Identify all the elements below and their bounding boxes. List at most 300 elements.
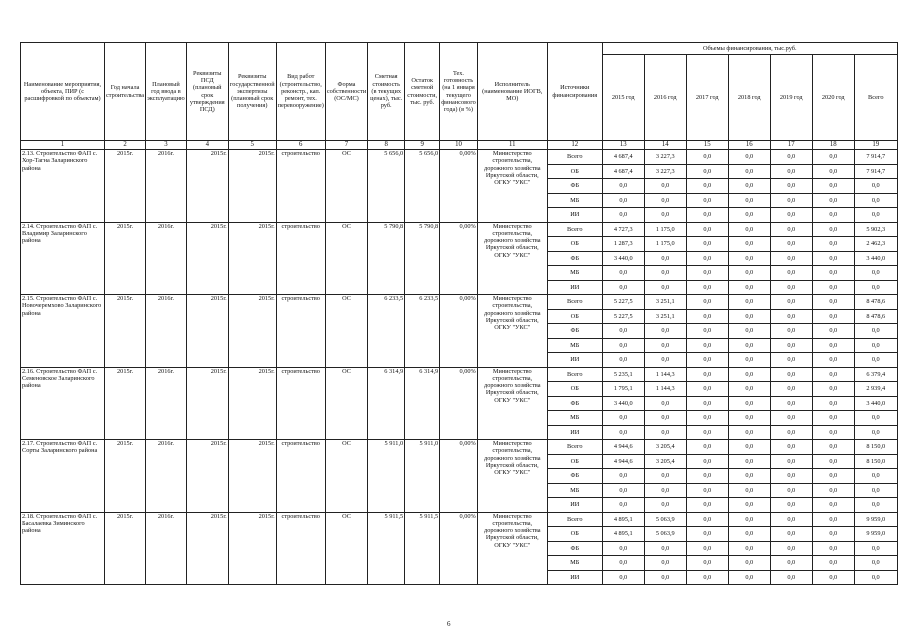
remaining-cost: 6 233,5	[405, 295, 440, 368]
financing-source: Всего	[547, 295, 602, 310]
column-number: 5	[228, 141, 276, 150]
remaining-cost: 5 911,0	[405, 440, 440, 513]
work-type: строительство	[276, 440, 325, 513]
column-number: 12	[547, 141, 602, 150]
financing-value: 0,0	[644, 425, 686, 440]
financing-value: 0,0	[644, 483, 686, 498]
financing-value: 0,0	[644, 353, 686, 368]
column-number: 1	[21, 141, 105, 150]
financing-value: 0,0	[728, 222, 770, 237]
financing-value: 0,0	[686, 353, 728, 368]
readiness: 0,00%	[440, 440, 478, 513]
work-type: строительство	[276, 150, 325, 223]
expertise-date: 2015г.	[228, 367, 276, 440]
financing-value: 0,0	[854, 483, 897, 498]
column-number: 4	[186, 141, 228, 150]
financing-value: 4 944,6	[602, 440, 644, 455]
financing-value: 0,0	[812, 541, 854, 556]
financing-value: 0,0	[728, 237, 770, 252]
expertise-date: 2015г.	[228, 150, 276, 223]
financing-source: ОБ	[547, 164, 602, 179]
financing-value: 0,0	[812, 570, 854, 585]
header-year-5: 2020 год	[812, 55, 854, 141]
financing-value: 4 944,6	[602, 454, 644, 469]
financing-value: 0,0	[728, 527, 770, 542]
financing-value: 7 914,7	[854, 150, 897, 165]
estimated-cost: 5 790,8	[368, 222, 405, 295]
financing-value: 9 959,0	[854, 527, 897, 542]
object-name: 2.14. Строительство ФАП с. Владимир Заларинского района	[21, 222, 105, 295]
financing-value: 0,0	[770, 324, 812, 339]
financing-value: 1 795,1	[602, 382, 644, 397]
financing-value: 0,0	[686, 527, 728, 542]
financing-value: 0,0	[770, 396, 812, 411]
financing-value: 0,0	[644, 469, 686, 484]
financing-value: 0,0	[770, 251, 812, 266]
executor: Министерство строительства, дорожного хозяйства Иркутской области, ОГКУ "УКС"	[477, 295, 547, 368]
financing-value: 0,0	[770, 193, 812, 208]
financing-value: 0,0	[686, 309, 728, 324]
estimated-cost: 5 656,0	[368, 150, 405, 223]
financing-value: 0,0	[602, 208, 644, 223]
financing-value: 0,0	[854, 208, 897, 223]
table-row	[21, 512, 898, 527]
financing-value: 0,0	[686, 266, 728, 281]
financing-value: 3 440,0	[854, 251, 897, 266]
financing-value: 0,0	[812, 498, 854, 513]
financing-value: 0,0	[812, 251, 854, 266]
financing-value: 0,0	[812, 179, 854, 194]
financing-value: 0,0	[854, 179, 897, 194]
financing-value: 0,0	[686, 295, 728, 310]
financing-value: 0,0	[812, 237, 854, 252]
financing-value: 0,0	[686, 280, 728, 295]
financing-value: 3 251,1	[644, 295, 686, 310]
object-name: 2.17. Строительство ФАП с. Сорты Заларинского района	[21, 440, 105, 513]
financing-value: 0,0	[728, 367, 770, 382]
financing-value: 0,0	[728, 309, 770, 324]
financing-value: 3 205,4	[644, 454, 686, 469]
financing-value: 0,0	[644, 280, 686, 295]
financing-value: 0,0	[728, 570, 770, 585]
column-number: 6	[276, 141, 325, 150]
header-cost: Сметная стоимость (в текущих ценах), тыс. руб.	[368, 43, 405, 141]
header-expertise: Реквизиты государственной экспертизы (плановый срок получения)	[228, 43, 276, 141]
financing-value: 0,0	[770, 541, 812, 556]
financing-value: 0,0	[812, 469, 854, 484]
financing-value: 0,0	[812, 440, 854, 455]
financing-value: 9 959,0	[854, 512, 897, 527]
financing-value: 0,0	[854, 353, 897, 368]
financing-source: ФБ	[547, 324, 602, 339]
commission-year: 2016г.	[146, 512, 187, 585]
financing-value: 0,0	[854, 324, 897, 339]
remaining-cost: 5 911,5	[405, 512, 440, 585]
header-year-2: 2017 год	[686, 55, 728, 141]
financing-value: 1 144,3	[644, 367, 686, 382]
financing-value: 0,0	[770, 208, 812, 223]
financing-value: 0,0	[728, 382, 770, 397]
column-number: 18	[812, 141, 854, 150]
psd-date: 2015г.	[186, 222, 228, 295]
financing-value: 4 895,1	[602, 527, 644, 542]
financing-value: 0,0	[644, 570, 686, 585]
ownership: ОС	[325, 150, 367, 223]
expertise-date: 2015г.	[228, 512, 276, 585]
financing-value: 0,0	[686, 469, 728, 484]
financing-value: 0,0	[602, 541, 644, 556]
financing-value: 0,0	[812, 280, 854, 295]
financing-value: 3 205,4	[644, 440, 686, 455]
financing-source: Всего	[547, 440, 602, 455]
financing-value: 5 227,5	[602, 295, 644, 310]
ownership: ОС	[325, 367, 367, 440]
financing-value: 0,0	[770, 556, 812, 571]
financing-value: 0,0	[686, 237, 728, 252]
financing-value: 0,0	[602, 498, 644, 513]
financing-value: 0,0	[728, 440, 770, 455]
financing-value: 0,0	[644, 498, 686, 513]
readiness: 0,00%	[440, 367, 478, 440]
financing-value: 0,0	[686, 164, 728, 179]
financing-value: 0,0	[644, 266, 686, 281]
header-readiness: Тех. готовность (на 1 января текущего финансового года) (в %)	[440, 43, 478, 141]
financing-value: 0,0	[770, 382, 812, 397]
financing-source: ФБ	[547, 396, 602, 411]
financing-value: 8 150,0	[854, 454, 897, 469]
financing-value: 0,0	[728, 338, 770, 353]
financing-value: 0,0	[812, 266, 854, 281]
commission-year: 2016г.	[146, 222, 187, 295]
table-row	[21, 150, 898, 165]
financing-value: 0,0	[854, 570, 897, 585]
financing-value: 0,0	[728, 266, 770, 281]
financing-value: 0,0	[854, 338, 897, 353]
header-sources: Источники финансирования	[547, 43, 602, 141]
financing-value: 0,0	[644, 396, 686, 411]
estimated-cost: 5 911,5	[368, 512, 405, 585]
financing-value: 8 478,6	[854, 295, 897, 310]
readiness: 0,00%	[440, 512, 478, 585]
column-number: 19	[854, 141, 897, 150]
financing-value: 8 478,6	[854, 309, 897, 324]
column-number: 8	[368, 141, 405, 150]
financing-value: 3 251,1	[644, 309, 686, 324]
financing-value: 5 063,9	[644, 512, 686, 527]
object-name: 2.13. Строительство ФАП с. Хор-Тагна Заларинского района	[21, 150, 105, 223]
financing-value: 5 235,1	[602, 367, 644, 382]
financing-value: 0,0	[686, 179, 728, 194]
financing-value: 0,0	[602, 483, 644, 498]
financing-value: 0,0	[686, 222, 728, 237]
header-executor: Исполнитель (наименование ИОГВ, МО)	[477, 43, 547, 141]
financing-value: 0,0	[728, 411, 770, 426]
financing-source: ИИ	[547, 425, 602, 440]
financing-source: Всего	[547, 222, 602, 237]
financing-value: 0,0	[728, 193, 770, 208]
financing-value: 0,0	[812, 309, 854, 324]
financing-value: 0,0	[770, 425, 812, 440]
financing-source: Всего	[547, 150, 602, 165]
financing-value: 0,0	[686, 425, 728, 440]
start-year: 2015г.	[105, 150, 146, 223]
column-number: 16	[728, 141, 770, 150]
commission-year: 2016г.	[146, 150, 187, 223]
table-header	[21, 43, 898, 150]
financing-value: 0,0	[812, 338, 854, 353]
financing-value: 0,0	[644, 556, 686, 571]
financing-value: 0,0	[770, 469, 812, 484]
financing-value: 1 175,0	[644, 222, 686, 237]
readiness: 0,00%	[440, 222, 478, 295]
financing-value: 0,0	[644, 411, 686, 426]
financing-value: 0,0	[686, 440, 728, 455]
financing-value: 0,0	[644, 193, 686, 208]
financing-value: 0,0	[728, 469, 770, 484]
financing-value: 0,0	[770, 237, 812, 252]
financing-value: 0,0	[812, 367, 854, 382]
financing-value: 0,0	[812, 483, 854, 498]
financing-value: 0,0	[854, 193, 897, 208]
financing-value: 0,0	[770, 164, 812, 179]
financing-value: 0,0	[854, 425, 897, 440]
financing-value: 0,0	[686, 570, 728, 585]
financing-value: 0,0	[770, 483, 812, 498]
estimated-cost: 5 911,0	[368, 440, 405, 513]
financing-source: МБ	[547, 411, 602, 426]
financing-value: 0,0	[728, 512, 770, 527]
readiness: 0,00%	[440, 295, 478, 368]
financing-value: 0,0	[686, 208, 728, 223]
table-row	[21, 440, 898, 455]
financing-value: 4 687,4	[602, 150, 644, 165]
financing-value: 0,0	[770, 309, 812, 324]
financing-value: 0,0	[770, 266, 812, 281]
financing-value: 1 287,3	[602, 237, 644, 252]
financing-value: 0,0	[812, 411, 854, 426]
column-number: 3	[146, 141, 187, 150]
financing-value: 0,0	[728, 251, 770, 266]
financing-value: 0,0	[812, 222, 854, 237]
column-number: 15	[686, 141, 728, 150]
psd-date: 2015г.	[186, 367, 228, 440]
financing-source: ИИ	[547, 208, 602, 223]
financing-value: 0,0	[770, 498, 812, 513]
financing-value: 0,0	[770, 222, 812, 237]
financing-value: 0,0	[812, 556, 854, 571]
financing-table	[20, 42, 898, 585]
table-row	[21, 295, 898, 310]
financing-value: 0,0	[686, 396, 728, 411]
financing-source: МБ	[547, 483, 602, 498]
header-name: Наименование мероприятия, объекта, ПИР (с расшифровкой по объектам)	[21, 43, 105, 141]
financing-source: ОБ	[547, 309, 602, 324]
financing-value: 0,0	[770, 527, 812, 542]
financing-value: 0,0	[728, 541, 770, 556]
work-type: строительство	[276, 222, 325, 295]
executor: Министерство строительства, дорожного хозяйства Иркутской области, ОГКУ "УКС"	[477, 512, 547, 585]
header-year-0: 2015 год	[602, 55, 644, 141]
table-row	[21, 367, 898, 382]
financing-value: 4 687,4	[602, 164, 644, 179]
financing-value: 0,0	[686, 483, 728, 498]
financing-value: 0,0	[602, 193, 644, 208]
financing-value: 3 227,3	[644, 164, 686, 179]
financing-value: 0,0	[602, 280, 644, 295]
psd-date: 2015г.	[186, 512, 228, 585]
financing-value: 3 440,0	[602, 251, 644, 266]
financing-source: ФБ	[547, 469, 602, 484]
column-number: 7	[325, 141, 367, 150]
financing-value: 0,0	[602, 411, 644, 426]
financing-source: МБ	[547, 556, 602, 571]
ownership: ОС	[325, 222, 367, 295]
financing-value: 0,0	[686, 251, 728, 266]
financing-value: 0,0	[812, 396, 854, 411]
financing-value: 0,0	[686, 150, 728, 165]
financing-value: 0,0	[686, 512, 728, 527]
financing-value: 0,0	[686, 324, 728, 339]
financing-value: 0,0	[602, 570, 644, 585]
financing-value: 0,0	[728, 208, 770, 223]
header-year-6: Всего	[854, 55, 897, 141]
financing-source: ИИ	[547, 570, 602, 585]
financing-value: 0,0	[728, 295, 770, 310]
start-year: 2015г.	[105, 367, 146, 440]
financing-value: 0,0	[770, 367, 812, 382]
financing-value: 3 440,0	[602, 396, 644, 411]
financing-source: МБ	[547, 193, 602, 208]
financing-value: 0,0	[812, 295, 854, 310]
financing-source: ОБ	[547, 454, 602, 469]
psd-date: 2015г.	[186, 295, 228, 368]
financing-value: 0,0	[644, 541, 686, 556]
financing-value: 0,0	[686, 411, 728, 426]
financing-value: 5 063,9	[644, 527, 686, 542]
financing-source: ФБ	[547, 251, 602, 266]
column-number: 13	[602, 141, 644, 150]
financing-value: 3 440,0	[854, 396, 897, 411]
financing-value: 1 175,0	[644, 237, 686, 252]
financing-value: 0,0	[770, 338, 812, 353]
financing-value: 0,0	[854, 411, 897, 426]
financing-value: 0,0	[770, 440, 812, 455]
financing-value: 2 462,3	[854, 237, 897, 252]
financing-value: 0,0	[602, 556, 644, 571]
financing-value: 0,0	[728, 454, 770, 469]
financing-value: 0,0	[770, 280, 812, 295]
table-row	[21, 222, 898, 237]
financing-value: 0,0	[770, 411, 812, 426]
table-body	[21, 150, 898, 585]
page-number: 6	[447, 620, 451, 628]
ownership: ОС	[325, 295, 367, 368]
financing-value: 1 144,3	[644, 382, 686, 397]
financing-value: 0,0	[770, 512, 812, 527]
work-type: строительство	[276, 367, 325, 440]
column-number: 10	[440, 141, 478, 150]
financing-value: 0,0	[812, 353, 854, 368]
financing-value: 0,0	[602, 338, 644, 353]
financing-value: 0,0	[728, 556, 770, 571]
financing-source: ОБ	[547, 382, 602, 397]
remaining-cost: 6 314,9	[405, 367, 440, 440]
start-year: 2015г.	[105, 295, 146, 368]
header-commission-year: Плановый год ввода в эксплуатацию	[146, 43, 187, 141]
object-name: 2.16. Строительство ФАП с. Семеновское Заларинского района	[21, 367, 105, 440]
financing-value: 6 379,4	[854, 367, 897, 382]
financing-value: 0,0	[644, 251, 686, 266]
financing-value: 5 902,3	[854, 222, 897, 237]
financing-value: 0,0	[728, 396, 770, 411]
financing-value: 0,0	[812, 193, 854, 208]
financing-value: 0,0	[854, 266, 897, 281]
financing-value: 0,0	[812, 382, 854, 397]
financing-value: 0,0	[602, 425, 644, 440]
financing-value: 0,0	[686, 367, 728, 382]
financing-value: 0,0	[686, 556, 728, 571]
expertise-date: 2015г.	[228, 222, 276, 295]
column-number: 11	[477, 141, 547, 150]
financing-source: Всего	[547, 512, 602, 527]
financing-value: 0,0	[770, 295, 812, 310]
financing-source: МБ	[547, 266, 602, 281]
financing-source: Всего	[547, 367, 602, 382]
header-year-1: 2016 год	[644, 55, 686, 141]
estimated-cost: 6 314,9	[368, 367, 405, 440]
executor: Министерство строительства, дорожного хозяйства Иркутской области, ОГКУ "УКС"	[477, 222, 547, 295]
financing-source: ИИ	[547, 280, 602, 295]
financing-source: ОБ	[547, 527, 602, 542]
financing-value: 4 727,3	[602, 222, 644, 237]
financing-value: 0,0	[812, 425, 854, 440]
financing-value: 0,0	[686, 498, 728, 513]
header-number-row	[21, 141, 898, 150]
header-start-year: Год начала строительства	[105, 43, 146, 141]
financing-value: 0,0	[770, 570, 812, 585]
financing-value: 0,0	[854, 280, 897, 295]
financing-value: 0,0	[602, 353, 644, 368]
financing-value: 0,0	[812, 454, 854, 469]
financing-value: 0,0	[728, 353, 770, 368]
financing-value: 0,0	[602, 266, 644, 281]
column-number: 2	[105, 141, 146, 150]
financing-value: 0,0	[728, 425, 770, 440]
column-number: 9	[405, 141, 440, 150]
financing-value: 2 939,4	[854, 382, 897, 397]
header-ownership: Форма собственности (ОС/МС)	[325, 43, 367, 141]
object-name: 2.18. Строительство ФАП с. Басалаевка Зиминского района	[21, 512, 105, 585]
header-remaining: Остаток сметной стоимости, тыс. руб.	[405, 43, 440, 141]
readiness: 0,00%	[440, 150, 478, 223]
financing-value: 0,0	[812, 512, 854, 527]
financing-value: 0,0	[812, 324, 854, 339]
financing-value: 0,0	[686, 382, 728, 397]
financing-value: 0,0	[602, 469, 644, 484]
financing-value: 0,0	[602, 324, 644, 339]
financing-source: ОБ	[547, 237, 602, 252]
financing-value: 0,0	[644, 179, 686, 194]
expertise-date: 2015г.	[228, 440, 276, 513]
financing-value: 0,0	[812, 150, 854, 165]
financing-value: 0,0	[644, 324, 686, 339]
financing-value: 0,0	[686, 338, 728, 353]
financing-value: 0,0	[812, 527, 854, 542]
financing-source: ФБ	[547, 179, 602, 194]
financing-value: 0,0	[686, 193, 728, 208]
start-year: 2015г.	[105, 512, 146, 585]
financing-value: 0,0	[686, 541, 728, 556]
